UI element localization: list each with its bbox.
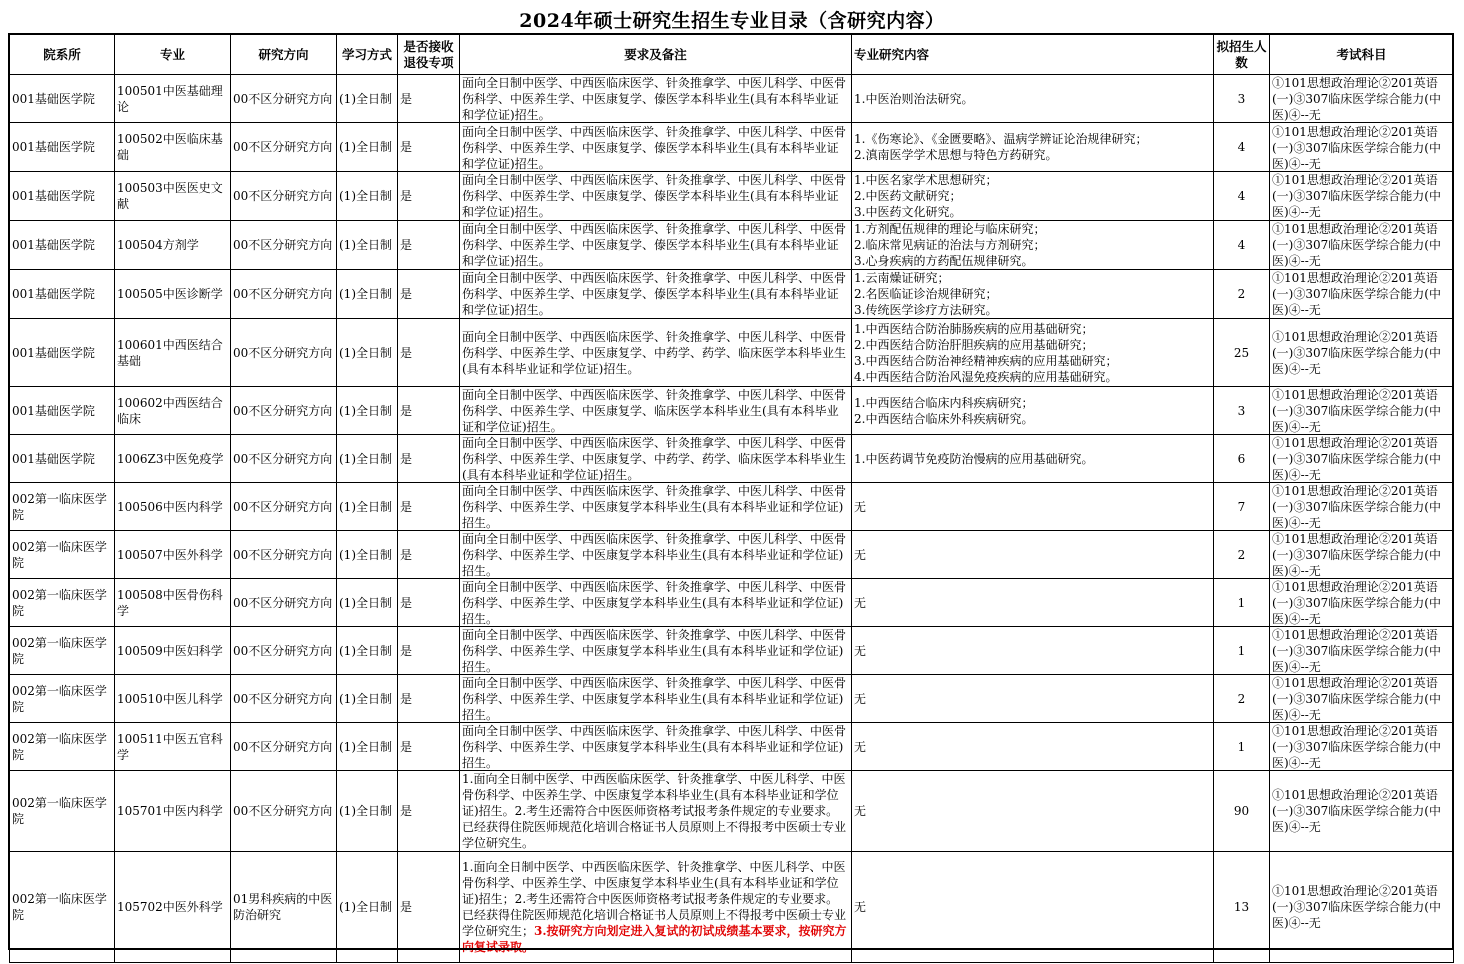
cell-quota: 3 <box>1214 75 1270 123</box>
content-line: 无 <box>854 804 867 818</box>
page-title: 2024年硕士研究生招生专业目录（含研究内容） <box>519 10 945 32</box>
cell-dept: 001基础医学院 <box>10 387 115 435</box>
cell-req: 面向全日制中医学、中西医临床医学、针灸推拿学、中医儿科学、中医骨伤科学、中医养生学、中医康复学、临床医学本科毕业生(具有本科毕业证和学位证)招生。 <box>460 387 852 435</box>
cell-veteran: 是 <box>398 172 460 221</box>
content-line: 1.中西医结合防治肺肠疾病的应用基础研究； <box>854 321 1094 336</box>
table-row <box>10 852 1454 963</box>
cell-veteran: 是 <box>398 627 460 675</box>
cell-quota: 2 <box>1214 270 1270 319</box>
content-line: 2.临床常见病证的治法与方剂研究； <box>854 238 1046 252</box>
cell-exam: ①101思想政治理论②201英语(一)③307临床医学综合能力(中医)④--无 <box>1270 483 1454 531</box>
cell-direction: 00不区分研究方向 <box>231 172 337 221</box>
cell-exam: ①101思想政治理论②201英语(一)③307临床医学综合能力(中医)④--无 <box>1270 75 1454 123</box>
cell-veteran: 是 <box>398 319 460 387</box>
cell-exam: ①101思想政治理论②201英语(一)③307临床医学综合能力(中医)④--无 <box>1270 771 1454 852</box>
content-line: 3.中西医结合防治神经精神疾病的应用基础研究； <box>854 353 1118 368</box>
cell-req: 面向全日制中医学、中西医临床医学、针灸推拿学、中医儿科学、中医骨伤科学、中医养生学、中医康复学本科毕业生(具有本科毕业证和学位证)招生。 <box>460 675 852 723</box>
content-line: 2.滇南医学学术思想与特色方药研究。 <box>854 148 1058 162</box>
content-line: 1.中医药调节免疫防治慢病的应用基础研究。 <box>854 451 1094 466</box>
cell-exam: ①101思想政治理论②201英语(一)③307临床医学综合能力(中医)④--无 <box>1270 435 1454 483</box>
cell-req: 面向全日制中医学、中西医临床医学、针灸推拿学、中医儿科学、中医骨伤科学、中医养生学、中医康复学、傣医学本科毕业生(具有本科毕业证和学位证)招生。 <box>460 270 852 319</box>
cell-veteran: 是 <box>398 75 460 123</box>
cell-quota: 4 <box>1214 172 1270 221</box>
cell-direction: 00不区分研究方向 <box>231 123 337 172</box>
cell-veteran: 是 <box>398 771 460 852</box>
catalog-table <box>9 34 1454 963</box>
content-line: 3.中医药文化研究。 <box>854 205 962 219</box>
cell-direction: 00不区分研究方向 <box>231 771 337 852</box>
cell-content <box>852 221 1214 270</box>
cell-quota: 1 <box>1214 579 1270 627</box>
cell-major: 100505中医诊断学 <box>115 270 231 319</box>
cell-content <box>852 852 1214 963</box>
cell-quota: 90 <box>1214 771 1270 852</box>
cell-quota: 6 <box>1214 435 1270 483</box>
cell-exam: ①101思想政治理论②201英语(一)③307临床医学综合能力(中医)④--无 <box>1270 319 1454 387</box>
header-direction: 研究方向 <box>231 35 337 75</box>
header-veteran: 是否接收退役专项 <box>398 35 460 75</box>
content-line: 1.中西医结合临床内科疾病研究； <box>854 395 1034 410</box>
header-content: 专业研究内容 <box>852 35 1214 75</box>
table-row <box>10 483 1454 531</box>
content-line: 1.中医名家学术思想研究； <box>854 173 998 187</box>
cell-mode: (1)全日制 <box>337 75 398 123</box>
cell-veteran: 是 <box>398 387 460 435</box>
cell-dept: 002第一临床医学院 <box>10 723 115 771</box>
cell-major: 100510中医儿科学 <box>115 675 231 723</box>
cell-veteran: 是 <box>398 221 460 270</box>
header-exam: 考试科目 <box>1270 35 1454 75</box>
cell-dept: 002第一临床医学院 <box>10 852 115 963</box>
cell-mode: (1)全日制 <box>337 852 398 963</box>
content-line: 无 <box>854 691 867 706</box>
cell-req: 面向全日制中医学、中西医临床医学、针灸推拿学、中医儿科学、中医骨伤科学、中医养生学、中医康复学、中药学、药学、临床医学本科毕业生(具有本科毕业证和学位证)招生。 <box>460 319 852 387</box>
cell-quota: 25 <box>1214 319 1270 387</box>
content-line: 3.传统医学诊疗方法研究。 <box>854 303 998 317</box>
cell-req: 面向全日制中医学、中西医临床医学、针灸推拿学、中医儿科学、中医骨伤科学、中医养生学、中医康复学本科毕业生(具有本科毕业证和学位证)招生。 <box>460 579 852 627</box>
cell-exam: ①101思想政治理论②201英语(一)③307临床医学综合能力(中医)④--无 <box>1270 270 1454 319</box>
cell-dept: 001基础医学院 <box>10 435 115 483</box>
content-line: 无 <box>854 499 867 514</box>
cell-content <box>852 675 1214 723</box>
cell-major: 100602中西医结合临床 <box>115 387 231 435</box>
cell-quota: 1 <box>1214 627 1270 675</box>
cell-quota: 1 <box>1214 723 1270 771</box>
cell-content <box>852 123 1214 172</box>
content-line: 无 <box>854 739 867 754</box>
content-line: 1.方剂配伍规律的理论与临床研究； <box>854 222 1046 236</box>
cell-veteran: 是 <box>398 483 460 531</box>
cell-content <box>852 723 1214 771</box>
cell-dept: 002第一临床医学院 <box>10 771 115 852</box>
cell-content <box>852 172 1214 221</box>
table-row <box>10 531 1454 579</box>
cell-major: 100509中医妇科学 <box>115 627 231 675</box>
cell-mode: (1)全日制 <box>337 435 398 483</box>
cell-major: 100506中医内科学 <box>115 483 231 531</box>
cell-dept: 001基础医学院 <box>10 319 115 387</box>
cell-mode: (1)全日制 <box>337 579 398 627</box>
header-req: 要求及备注 <box>460 35 852 75</box>
cell-exam: ①101思想政治理论②201英语(一)③307临床医学综合能力(中医)④--无 <box>1270 387 1454 435</box>
content-line: 无 <box>854 900 867 914</box>
table-row <box>10 387 1454 435</box>
content-line: 3.心身疾病的方药配伍规律研究。 <box>854 254 1034 268</box>
cell-exam: ①101思想政治理论②201英语(一)③307临床医学综合能力(中医)④--无 <box>1270 579 1454 627</box>
table-row <box>10 123 1454 172</box>
header-mode: 学习方式 <box>337 35 398 75</box>
cell-veteran: 是 <box>398 675 460 723</box>
cell-mode: (1)全日制 <box>337 172 398 221</box>
table-header-row <box>10 35 1454 75</box>
content-line: 2.中西医结合临床外科疾病研究。 <box>854 411 1034 426</box>
cell-mode: (1)全日制 <box>337 531 398 579</box>
cell-major: 100601中西医结合基础 <box>115 319 231 387</box>
cell-mode: (1)全日制 <box>337 483 398 531</box>
cell-req: 面向全日制中医学、中西医临床医学、针灸推拿学、中医儿科学、中医骨伤科学、中医养生学、中医康复学、傣医学本科毕业生(具有本科毕业证和学位证)招生。 <box>460 123 852 172</box>
cell-direction: 00不区分研究方向 <box>231 579 337 627</box>
cell-mode: (1)全日制 <box>337 675 398 723</box>
table-row <box>10 75 1454 123</box>
cell-major: 100504方剂学 <box>115 221 231 270</box>
requirement-text: 1.面向全日制中医学、中西医临床医学、针灸推拿学、中医儿科学、中医骨伤科学、中医养生学、中医康复学本科毕业生(具有本科毕业证和学位证)招生；2.考生还需符合中医医师资格考试报考条件规定的专业要求。已经获得住院医师规范化培训合格证书人员原则上不得报考中医硕士专业学位研究生； <box>462 860 847 938</box>
cell-req: 面向全日制中医学、中西医临床医学、针灸推拿学、中医儿科学、中医骨伤科学、中医养生学、中医康复学、傣医学本科毕业生(具有本科毕业证和学位证)招生。 <box>460 221 852 270</box>
cell-direction: 00不区分研究方向 <box>231 75 337 123</box>
header-dept: 院系所 <box>10 35 115 75</box>
table-row <box>10 221 1454 270</box>
cell-veteran: 是 <box>398 579 460 627</box>
cell-veteran: 是 <box>398 123 460 172</box>
cell-content <box>852 387 1214 435</box>
cell-dept: 001基础医学院 <box>10 270 115 319</box>
cell-major: 100502中医临床基础 <box>115 123 231 172</box>
cell-quota: 4 <box>1214 221 1270 270</box>
cell-major: 100511中医五官科学 <box>115 723 231 771</box>
cell-req <box>460 852 852 963</box>
cell-exam: ①101思想政治理论②201英语(一)③307临床医学综合能力(中医)④--无 <box>1270 675 1454 723</box>
cell-exam: ①101思想政治理论②201英语(一)③307临床医学综合能力(中医)④--无 <box>1270 723 1454 771</box>
cell-veteran: 是 <box>398 723 460 771</box>
cell-req: 1.面向全日制中医学、中西医临床医学、针灸推拿学、中医儿科学、中医骨伤科学、中医养生学、中医康复学本科毕业生(具有本科毕业证和学位证)招生。2.考生还需符合中医医师资格考试报考条件规定的专业要求。已经获得住院医师规范化培训合格证书人员原则上不得报考中医硕士专业学位研究生。 <box>460 771 852 852</box>
cell-req: 面向全日制中医学、中西医临床医学、针灸推拿学、中医儿科学、中医骨伤科学、中医养生学、中医康复学本科毕业生(具有本科毕业证和学位证)招生。 <box>460 531 852 579</box>
cell-direction: 00不区分研究方向 <box>231 387 337 435</box>
content-line: 无 <box>854 595 867 610</box>
cell-quota: 7 <box>1214 483 1270 531</box>
cell-req: 面向全日制中医学、中西医临床医学、针灸推拿学、中医儿科学、中医骨伤科学、中医养生学、中医康复学本科毕业生(具有本科毕业证和学位证)招生。 <box>460 723 852 771</box>
table-row <box>10 319 1454 387</box>
cell-major: 105702中医外科学 <box>115 852 231 963</box>
cell-req: 面向全日制中医学、中西医临床医学、针灸推拿学、中医儿科学、中医骨伤科学、中医养生学、中医康复学、傣医学本科毕业生(具有本科毕业证和学位证)招生。 <box>460 75 852 123</box>
cell-direction: 00不区分研究方向 <box>231 435 337 483</box>
cell-direction: 00不区分研究方向 <box>231 270 337 319</box>
cell-mode: (1)全日制 <box>337 627 398 675</box>
cell-req: 面向全日制中医学、中西医临床医学、针灸推拿学、中医儿科学、中医骨伤科学、中医养生学、中医康复学本科毕业生(具有本科毕业证和学位证)招生。 <box>460 483 852 531</box>
cell-direction: 00不区分研究方向 <box>231 221 337 270</box>
cell-quota: 4 <box>1214 123 1270 172</box>
cell-veteran: 是 <box>398 270 460 319</box>
content-line: 4.中西医结合防治风湿免疫疾病的应用基础研究。 <box>854 369 1118 384</box>
cell-mode: (1)全日制 <box>337 221 398 270</box>
table-row <box>10 771 1454 852</box>
cell-major: 1006Z3中医免疫学 <box>115 435 231 483</box>
cell-veteran: 是 <box>398 435 460 483</box>
table-row <box>10 675 1454 723</box>
cell-major: 105701中医内科学 <box>115 771 231 852</box>
content-line: 1.中医治则治法研究。 <box>854 91 974 106</box>
cell-mode: (1)全日制 <box>337 387 398 435</box>
content-line: 2.中医药文献研究； <box>854 189 962 203</box>
cell-content <box>852 771 1214 852</box>
cell-mode: (1)全日制 <box>337 319 398 387</box>
cell-major: 100508中医骨伤科学 <box>115 579 231 627</box>
cell-content <box>852 270 1214 319</box>
cell-content <box>852 319 1214 387</box>
cell-major: 100503中医医史文献 <box>115 172 231 221</box>
table-row <box>10 172 1454 221</box>
cell-dept: 001基础医学院 <box>10 172 115 221</box>
requirement-highlight: 3.按研究方向划定进入复试的初试成绩基本要求，按研究方向复试录取。 <box>462 924 847 954</box>
cell-content <box>852 483 1214 531</box>
cell-quota: 2 <box>1214 675 1270 723</box>
cell-exam: ①101思想政治理论②201英语(一)③307临床医学综合能力(中医)④--无 <box>1270 627 1454 675</box>
cell-quota: 3 <box>1214 387 1270 435</box>
content-line: 2.中西医结合防治肝胆疾病的应用基础研究； <box>854 337 1094 352</box>
cell-direction: 01男科疾病的中医防治研究 <box>231 852 337 963</box>
cell-dept: 001基础医学院 <box>10 75 115 123</box>
cell-major: 100501中医基础理论 <box>115 75 231 123</box>
cell-dept: 002第一临床医学院 <box>10 483 115 531</box>
cell-dept: 002第一临床医学院 <box>10 627 115 675</box>
table-row <box>10 723 1454 771</box>
content-line: 1.《伤寒论》、《金匮要略》、温病学辨证论治规律研究； <box>854 132 1148 146</box>
cell-content <box>852 627 1214 675</box>
cell-dept: 001基础医学院 <box>10 221 115 270</box>
cell-content <box>852 75 1214 123</box>
cell-req: 面向全日制中医学、中西医临床医学、针灸推拿学、中医儿科学、中医骨伤科学、中医养生学、中医康复学、中药学、药学、临床医学本科毕业生(具有本科毕业证和学位证)招生。 <box>460 435 852 483</box>
table-row <box>10 627 1454 675</box>
cell-direction: 00不区分研究方向 <box>231 675 337 723</box>
cell-mode: (1)全日制 <box>337 270 398 319</box>
content-line: 无 <box>854 547 867 562</box>
cell-direction: 00不区分研究方向 <box>231 723 337 771</box>
content-line: 1.云南燥证研究； <box>854 271 950 285</box>
cell-dept: 002第一临床医学院 <box>10 579 115 627</box>
cell-direction: 00不区分研究方向 <box>231 627 337 675</box>
cell-dept: 002第一临床医学院 <box>10 531 115 579</box>
cell-exam: ①101思想政治理论②201英语(一)③307临床医学综合能力(中医)④--无 <box>1270 531 1454 579</box>
cell-req: 面向全日制中医学、中西医临床医学、针灸推拿学、中医儿科学、中医骨伤科学、中医养生学、中医康复学、傣医学本科毕业生(具有本科毕业证和学位证)招生。 <box>460 172 852 221</box>
table-row <box>10 435 1454 483</box>
cell-direction: 00不区分研究方向 <box>231 531 337 579</box>
content-line: 2.名医临证诊治规律研究； <box>854 287 998 301</box>
cell-major: 100507中医外科学 <box>115 531 231 579</box>
cell-exam: ①101思想政治理论②201英语(一)③307临床医学综合能力(中医)④--无 <box>1270 852 1454 963</box>
cell-dept: 001基础医学院 <box>10 123 115 172</box>
cell-exam: ①101思想政治理论②201英语(一)③307临床医学综合能力(中医)④--无 <box>1270 172 1454 221</box>
cell-veteran: 是 <box>398 531 460 579</box>
header-quota: 拟招生人数 <box>1214 35 1270 75</box>
cell-content <box>852 579 1214 627</box>
cell-dept: 002第一临床医学院 <box>10 675 115 723</box>
cell-exam: ①101思想政治理论②201英语(一)③307临床医学综合能力(中医)④--无 <box>1270 123 1454 172</box>
table-row <box>10 579 1454 627</box>
cell-content <box>852 531 1214 579</box>
header-major: 专业 <box>115 35 231 75</box>
cell-mode: (1)全日制 <box>337 771 398 852</box>
cell-veteran: 是 <box>398 852 460 963</box>
cell-content <box>852 435 1214 483</box>
table-row <box>10 270 1454 319</box>
content-line: 无 <box>854 643 867 658</box>
cell-direction: 00不区分研究方向 <box>231 319 337 387</box>
cell-mode: (1)全日制 <box>337 723 398 771</box>
cell-req: 面向全日制中医学、中西医临床医学、针灸推拿学、中医儿科学、中医骨伤科学、中医养生学、中医康复学本科毕业生(具有本科毕业证和学位证)招生。 <box>460 627 852 675</box>
cell-direction: 00不区分研究方向 <box>231 483 337 531</box>
cell-quota: 2 <box>1214 531 1270 579</box>
cell-mode: (1)全日制 <box>337 123 398 172</box>
cell-exam: ①101思想政治理论②201英语(一)③307临床医学综合能力(中医)④--无 <box>1270 221 1454 270</box>
cell-quota: 13 <box>1214 852 1270 963</box>
